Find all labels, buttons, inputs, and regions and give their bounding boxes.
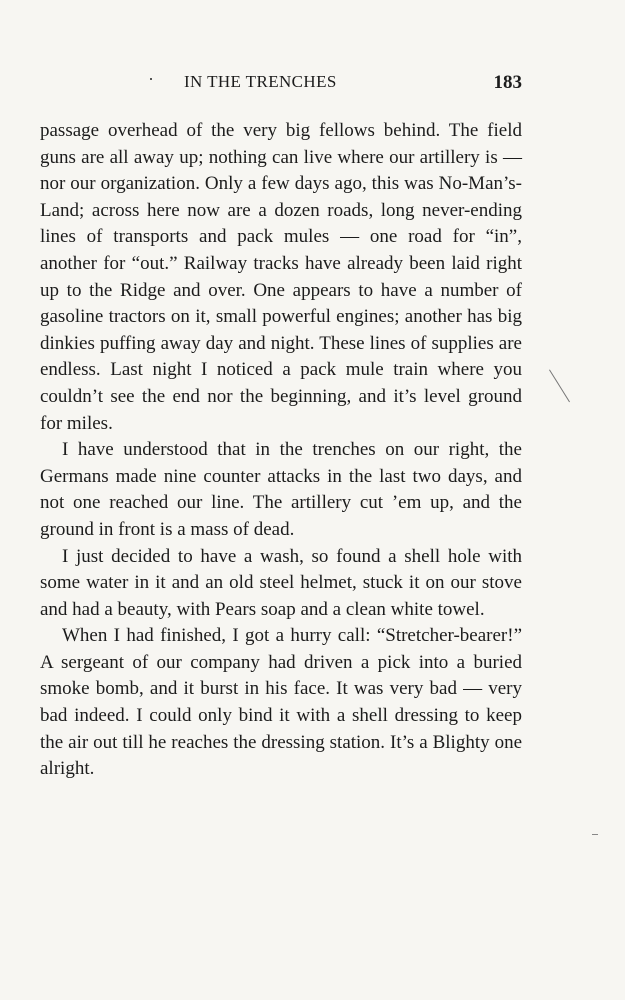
running-head: IN THE TRENCHES	[184, 72, 337, 91]
page-header	[40, 72, 522, 100]
paragraph: When I had finished, I got a hurry call: “Stretcher-bearer!” A sergeant of our company had driven a pick into a buried smoke bomb, and it burst in his face. It was very bad — very bad indeed. I could only bind it with a shell dressing to keep the air out till he reaches the dressing station. It’s a Blighty one alright.	[40, 625, 522, 780]
scan-mark	[150, 78, 152, 80]
paragraph: I have understood that in the trenches on our right, the Germans made nine counter attacks in the last two days, and not one reached our line. The artillery cut ’em up, and the ground in front is a mass of dead.	[40, 439, 522, 540]
paragraph: I just decided to have a wash, so found a shell hole with some water in it and an old steel helmet, stuck it on our stove and had a beauty, with Pears soap and a clean white towel.	[40, 545, 522, 620]
body-text	[40, 118, 522, 783]
scan-mark	[592, 834, 598, 835]
page-number: 183	[493, 72, 522, 93]
scan-mark	[549, 369, 570, 402]
paragraph: passage overhead of the very big fellows behind. The field guns are all away up; nothing can live where our artillery is — nor our organization. Only a few days ago, this was No-Man’s-Land; across here now are a dozen roads, long never-ending lines of transports and pack mules — one road for “in”, another for “out.” Railway tracks have already been laid right up to the Ridge and over. One appears to have a number of gasoline tractors on it, small powerful engines; another has big dinkies puffing away day and night. These lines of supplies are endless. Last night I noticed a pack mule train where you couldn’t see the end nor the beginning, and it’s level ground for miles.	[40, 120, 522, 434]
